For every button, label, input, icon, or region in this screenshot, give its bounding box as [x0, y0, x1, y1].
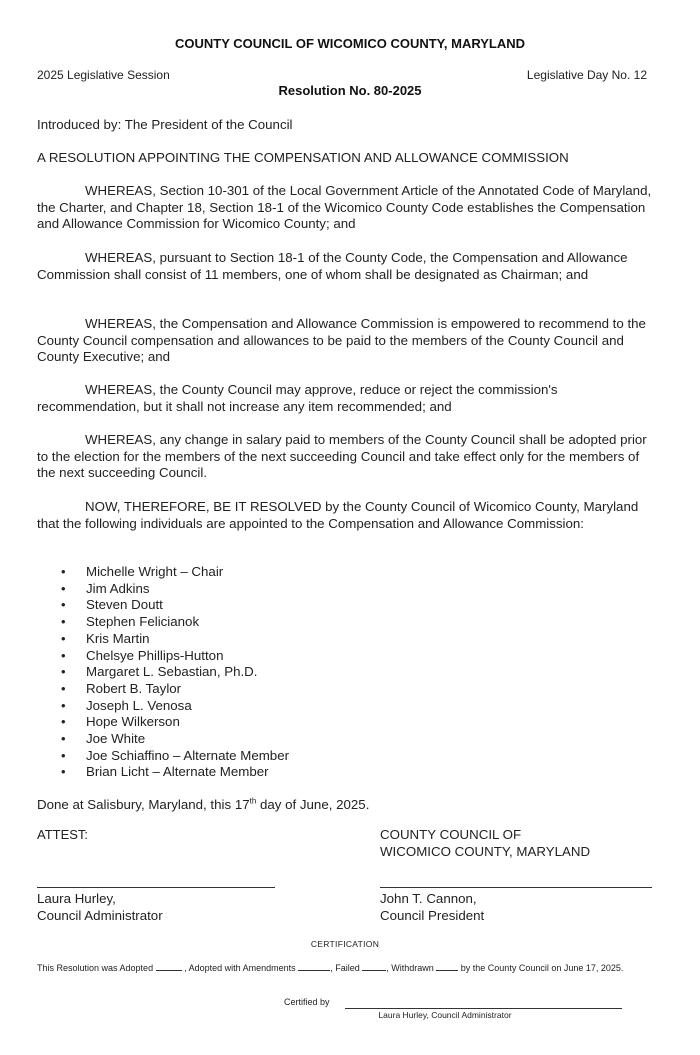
adopted-blank	[156, 962, 182, 971]
president-signature-line	[380, 887, 652, 888]
list-item: • Joseph L. Venosa	[61, 698, 289, 715]
administrator-signatory	[37, 891, 163, 924]
member-list	[61, 564, 289, 781]
list-item: • Stephen Felicianok	[61, 614, 289, 631]
whereas-paragraph-5: WHEREAS, any change in salary paid to members of the County Council shall be adopted prior to the election for the members of the next succeeding Council and take effect only for the members of the next succeeding Council.	[37, 432, 647, 480]
certification-text: This Resolution was Adopted , Adopted with Amendments , Failed , Withdrawn by the County Council on June 17, 2025.	[37, 963, 624, 973]
certifier-name: Laura Hurley, Council Administrator	[378, 1010, 512, 1020]
legislative-session: 2025 Legislative Session	[37, 68, 170, 82]
list-item: • Michelle Wright – Chair	[61, 564, 289, 581]
amendments-blank	[298, 962, 330, 971]
council-signature-block	[380, 827, 590, 860]
resolution-number: Resolution No. 80-2025	[278, 83, 422, 98]
list-item: • Hope Wilkerson	[61, 714, 289, 731]
council-signature-line-1: COUNTY COUNCIL OF	[380, 827, 522, 842]
introduced-by: Introduced by: The President of the Council	[37, 117, 293, 132]
administrator-signature-line	[37, 887, 275, 888]
withdrawn-blank	[436, 962, 458, 971]
attest-label: ATTEST:	[37, 827, 89, 842]
certification-signature-line	[345, 1008, 622, 1009]
president-signatory	[380, 891, 484, 924]
list-item: • Chelsye Phillips-Hutton	[61, 648, 289, 665]
list-item: • Joe Schiaffino – Alternate Member	[61, 748, 289, 765]
administrator-title: Council Administrator	[37, 907, 163, 923]
list-item: • Kris Martin	[61, 631, 289, 648]
whereas-paragraph-1: WHEREAS, Section 10-301 of the Local Government Article of the Annotated Code of Maryland, the Charter, and Chapter 18, Section 18-1 of the Wicomico County Code establishes the Compensation and Allowance Commission for Wicomico County; and	[37, 183, 652, 231]
legislative-day: Legislative Day No. 12	[526, 68, 647, 82]
certification-heading: CERTIFICATION	[310, 939, 380, 949]
administrator-name: Laura Hurley,	[37, 891, 116, 906]
list-item: • Robert B. Taylor	[61, 681, 289, 698]
list-item: • Margaret L. Sebastian, Ph.D.	[61, 664, 289, 681]
resolution-title: A RESOLUTION APPOINTING THE COMPENSATION AND ALLOWANCE COMMISSION	[37, 150, 569, 165]
council-title: COUNTY COUNCIL OF WICOMICO COUNTY, MARYLAND	[174, 36, 526, 51]
done-at-line: Done at Salisbury, Maryland, this 17th day of June, 2025.	[37, 796, 370, 812]
list-item: • Joe White	[61, 731, 289, 748]
whereas-paragraph-2: WHEREAS, pursuant to Section 18-1 of the County Code, the Compensation and Allowance Commission shall consist of 11 members, one of whom shall be designated as Chairman; and	[37, 250, 628, 282]
council-signature-line-2: WICOMICO COUNTY, MARYLAND	[380, 843, 591, 859]
whereas-paragraph-4: WHEREAS, the County Council may approve, reduce or reject the commission's recommendation, but it shall not increase any item recommended; and	[37, 382, 558, 414]
resolved-paragraph: NOW, THEREFORE, BE IT RESOLVED by the County Council of Wicomico County, Maryland that the following individuals are appointed to the Compensation and Allowance Commission:	[37, 499, 639, 531]
list-item: • Steven Doutt	[61, 597, 289, 614]
failed-blank	[362, 962, 386, 971]
whereas-paragraph-3: WHEREAS, the Compensation and Allowance Commission is empowered to recommend to the County Council compensation and allowances to be paid to the members of the County Council and County Executive; and	[37, 316, 646, 364]
president-name: John T. Cannon,	[380, 891, 477, 906]
list-item: • Brian Licht – Alternate Member	[61, 764, 289, 781]
president-title: Council President	[380, 907, 485, 923]
certified-by-label: Certified by	[284, 997, 330, 1007]
list-item: • Jim Adkins	[61, 581, 289, 598]
